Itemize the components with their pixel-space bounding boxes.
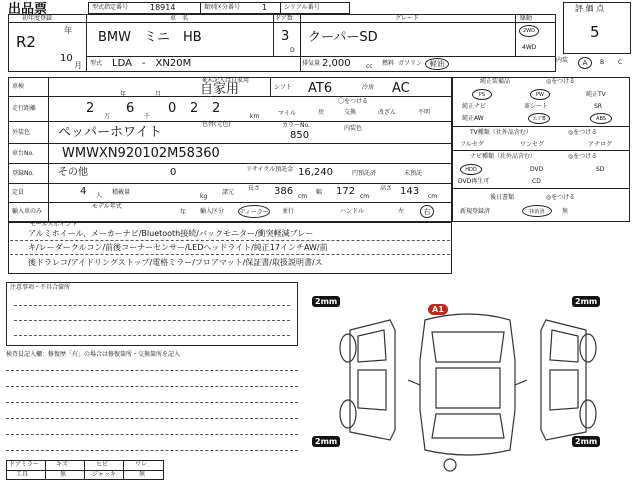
drive-2wd-circled: 2WD [519,25,539,37]
legend-v1: 工具 [16,471,29,478]
ac-value: AC [392,81,410,96]
car-right-side-drawing [541,320,596,440]
equip-aw: 純正AW [462,115,484,122]
interior-grade-b: B [600,59,605,66]
handle-left: 左 [398,208,405,215]
ext-color-value: ペッパーホワイト [58,125,162,140]
mile-label: マイル [278,110,296,117]
length-cm: cm [298,193,308,200]
door-count: 3 [281,29,290,44]
scratch-badge-top-right: 2mm [572,296,600,307]
reg-label: 登録No. [12,170,34,177]
int-color-label: 内装色 [344,125,363,132]
selling-line-2: キ/レーダークルコン/前後コーナーセンサー/LEDヘッドライト/純正17インチAW/前 [28,243,328,252]
capacity-value: 4 [80,186,87,197]
vin-label: 車台No. [12,150,34,157]
drive-4wd: 4WD [522,44,537,51]
caution-box [6,282,298,346]
score-value: 5 [590,23,600,41]
handle-label: ハンドル [340,208,365,215]
handle-right-circled: 右 [420,205,434,218]
first-reg-month: 10 [60,53,73,64]
usage-value: 自家用 [200,82,240,97]
mileage-digit-1: 2 [86,101,95,116]
import-type-label: 輸入区分 [200,208,225,215]
first-reg-label: 初年度登録 [22,15,53,22]
drive-label: 駆動 [520,15,533,22]
first-reg-year-unit: 年 [64,26,72,35]
equip-sr: SR [594,103,602,110]
fuel-diesel-circled: 軽油 [425,58,449,70]
interior-label: 内装 [556,57,569,64]
displacement-value: 2,000 [322,58,351,69]
tv-oneseg: ワンセグ [520,141,545,148]
car-top-view-drawing [408,314,527,471]
reg-value: その他 [58,167,88,178]
navi-hdd-circled: HDD [460,164,482,175]
import-dealer-circled: ディーラー [238,205,270,218]
height-label: 高さ [380,185,393,192]
ext-color-label: 外装色 [12,129,31,136]
meter-tampered: 改ざん [378,109,397,116]
sheet-title: 出品票 [8,2,48,17]
recycle-value: 16,240 [298,167,333,178]
usage-label: 車検 [12,83,25,90]
meter-exchange: 交換 [344,109,357,116]
legend-h2: キズ [56,461,68,468]
width-cm: cm [360,193,370,200]
length-label: 長さ [248,185,261,192]
import-parallel: 並行 [282,208,295,215]
type-value: 18914 [150,3,176,12]
width-label: 幅 [316,189,323,196]
first-reg-month-unit: 月 [74,61,82,70]
recycle-label: リサイクル預託金 [246,166,294,173]
height-cm: cm [428,193,438,200]
displacement-label: 排気量 [302,60,321,67]
equip-ps-circled: PS [472,89,492,100]
legend-h1: ドアミラー [9,461,39,468]
mileage-digit-5: 2 [212,101,221,116]
model-year-label: モデル年式 [92,203,122,210]
selling-label: セールスポイント [30,221,78,228]
length-value: 386 [274,186,294,197]
interior-grade-c: C [618,59,623,66]
tv-analog: アナログ [588,141,613,148]
load-unit: kg [200,193,208,200]
usage-year: 年 [120,91,127,98]
tv-circle-note: ◎をつける [568,129,598,136]
equip-pw-circled: PW [530,89,550,100]
meter-unknown: 不明 [418,109,431,116]
legend-v2: 無 [60,471,67,478]
navi-sd: SD [596,166,605,173]
mileage-digit-2: 6 [126,101,135,116]
fuel-label: 燃料 [382,60,395,67]
navi-dvd-play: DVD再生可 [458,178,490,185]
capacity-label: 定員 [12,189,25,196]
caution-label: 注意事項・不具合箇所 [10,284,71,291]
dim-label: 諸元 [222,189,235,196]
width-value: 172 [336,186,356,197]
color-sub: 色替(元色) [202,121,231,128]
model-label: 型式 [90,60,103,67]
door-suffix: D [290,47,295,54]
damage-marker: A1 [428,304,448,315]
legend-h3: ヒビ [96,461,109,468]
legend-v4: 無 [139,471,146,478]
scratch-badge-bottom-left: 2mm [312,436,340,447]
legend-h4: ワレ [135,461,148,468]
navi-cd: CD [532,178,541,185]
model-value: LDA - XN20M [112,58,192,69]
grade-label: グレード [395,15,420,22]
car-name: BMW ミニ HB [98,30,202,45]
color-no-label: カラーNo. [282,122,310,129]
equip-title: 純正装備品 [480,78,511,85]
vin-value: WMWXN920102M58360 [62,146,220,161]
mileage-man: 万 [104,113,111,120]
tv-fullseg: フルセグ [460,141,484,148]
mileage-digit-4: 2 [190,101,199,116]
equip-leather: 革シート [524,103,549,110]
usage-note: ※未記入は自家用 [202,77,250,84]
shift-value: AT6 [308,81,333,96]
after-new-reg: 新規登録済 [460,208,491,215]
car-name-label: 車 名 [170,15,189,22]
navi-dvd: DVD [530,166,544,173]
capacity-unit: 人 [96,192,103,199]
model-year-unit: 年 [180,209,187,216]
mileage-km: km [250,113,260,120]
recycle-not: 未預託 [404,170,423,177]
first-reg-era: R2 [16,33,36,51]
after-circle-note: ◎をつける [546,194,576,201]
interior-grade-a: A [578,57,592,69]
import-only-label: 輸入車のみ [12,208,43,215]
equip-navi: 純正ナビ [462,103,487,110]
cc-unit: cc [366,63,373,70]
equip-tv: 純正TV [586,91,606,98]
door-label: ドア数 [275,15,293,22]
shift-label: シフト [274,84,293,91]
damage-diagram [300,290,636,476]
navi-title: ナビ種類（社外品含む） [470,153,537,160]
grade-value: クーパーSD [308,30,378,45]
score-label: 評 価 点 [575,4,605,13]
usage-month: 月 [155,91,162,98]
navi-circle-note: ◎をつける [568,153,598,160]
equip-airbag-circled: エアB [528,113,550,124]
class-value: 1 [262,3,268,12]
height-value: 143 [400,186,420,197]
equip-abs-circled: ABS [590,113,612,124]
scratch-badge-bottom-right: 2mm [572,436,600,447]
type-label: 型式指定番号 [92,4,129,11]
after-none: 無 [562,208,569,215]
class-label: 類別区分番号 [204,4,241,11]
inspector-label: 検査員記入欄：修復歴「有」の場合は修復箇所・交換箇所を記入 [6,351,181,358]
color-no-value: 850 [290,130,310,141]
scratch-badge-top-left: 2mm [312,296,340,307]
selling-line-1: アルミホイール、メーカーナビ/Bluetooth接続/バックモニター/衝突軽減ブレー [28,229,314,238]
mileage-digit-3: 0 [168,101,177,116]
mileage-label: 走行距離 [12,105,37,112]
ac-label: 冷房 [362,84,375,91]
equip-circle-note: ◎をつける [546,78,576,85]
after-title: 後日書類 [490,194,515,201]
meter-circle-note: 〇をつける [338,98,369,105]
selling-line-3: 後ドラレコ/アイドリングストップ/電格ミラー/フロアマット/保証書/取扱説明書/ス [28,258,323,267]
reg-number: 0 [170,167,177,178]
meter-return: 戻 [318,109,325,116]
recycle-unit: 円預託済 [352,170,377,177]
serial-label: シリアル番号 [284,4,320,11]
legend-v3: ジャッキ [92,471,116,478]
load-label: 積載量 [112,189,131,196]
fuel-gasoline: ガソリン [398,60,423,67]
car-left-side-drawing [340,320,395,440]
after-cancel-circled: 抹消済 [522,205,552,217]
tv-title: TV種類（社外品含む） [470,129,532,136]
mileage-sen: 千 [144,113,151,120]
